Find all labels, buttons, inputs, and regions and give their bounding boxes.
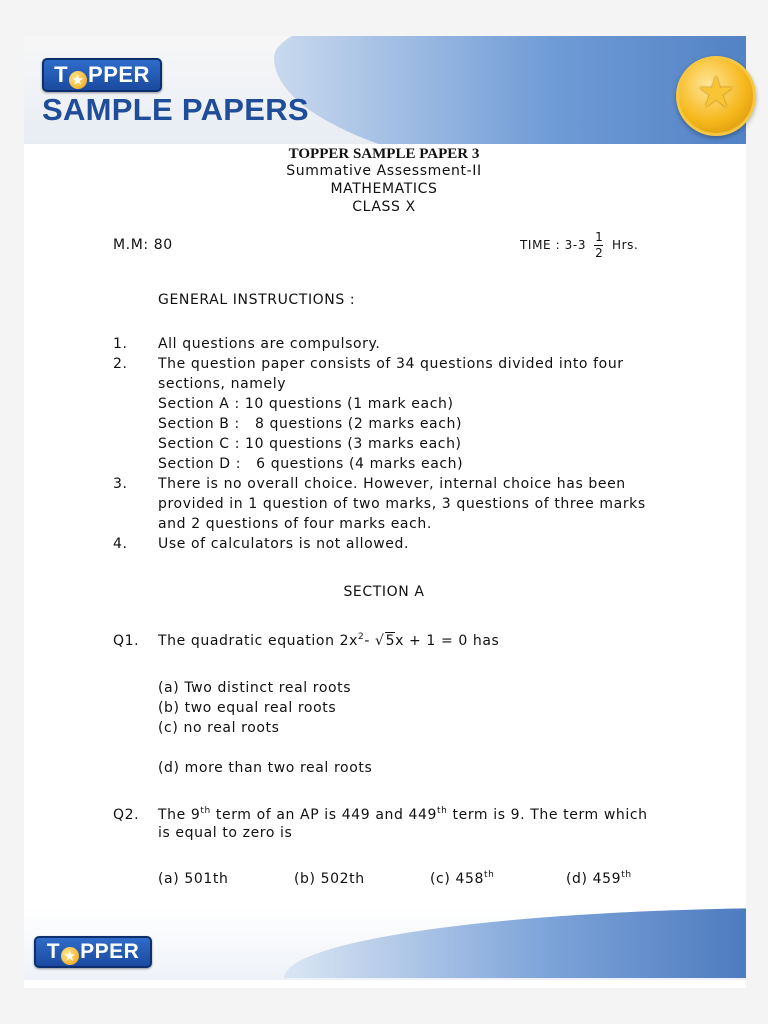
star-icon: ★ (61, 947, 79, 965)
question-number: Q2. (113, 807, 140, 823)
q2-text-a: The 9 (158, 807, 201, 823)
instructions-heading: GENERAL INSTRUCTIONS : (158, 292, 356, 308)
instruction-line: The question paper consists of 34 questions divided into four (158, 356, 624, 372)
q1-option: (b) two equal real roots (158, 700, 337, 716)
instruction-num: 4. (113, 536, 128, 552)
q2-sup-th: th (200, 806, 211, 816)
q2-option-text: (c) 458 (430, 871, 484, 887)
q1-text-pre: The quadratic equation 2x (158, 633, 358, 649)
q2-option (158, 871, 228, 887)
q2-option (294, 871, 365, 887)
q2-option (566, 871, 632, 887)
sample-papers-title: SAMPLE PAPERS (42, 92, 309, 127)
instruction-line: Section A : 10 questions (1 mark each) (158, 396, 454, 412)
paper-title: TOPPER SAMPLE PAPER 3 (288, 146, 480, 162)
paper-class: CLASS X (352, 199, 416, 215)
q2-option-text: (d) 459 (566, 871, 622, 887)
instruction-line: provided in 1 question of two marks, 3 questions of three marks (158, 496, 646, 512)
instruction-line: All questions are compulsory. (158, 336, 381, 352)
q2-option-sup: th (621, 870, 632, 880)
logo-text-post: PPER (88, 62, 150, 87)
q1-option: (d) more than two real roots (158, 760, 373, 776)
paper-subject: MATHEMATICS (330, 181, 438, 197)
instruction-num: 3. (113, 476, 128, 492)
instruction-line: Section C : 10 questions (3 marks each) (158, 436, 462, 452)
q1-option: (c) no real roots (158, 720, 280, 736)
logo-text-pre: T (46, 940, 61, 963)
footer-topper-logo (34, 936, 152, 968)
instruction-line: Use of calculators is not allowed. (158, 536, 410, 552)
instruction-line: and 2 questions of four marks each. (158, 516, 432, 532)
instruction-line: There is no overall choice. However, internal choice has been (158, 476, 626, 492)
instruction-num: 2. (113, 356, 128, 372)
paper-assessment: Summative Assessment-II (286, 163, 482, 179)
topper-logo (42, 58, 162, 92)
q2-line1 (158, 807, 648, 823)
q2-option-text: (b) 502th (294, 871, 365, 887)
q1-text-post: x + 1 = 0 has (395, 633, 500, 649)
time-frac-den: 2 (595, 246, 603, 260)
q2-text-b: term of an AP is 449 and 449 (210, 807, 438, 823)
header-swoosh (274, 36, 746, 144)
q1-option: (a) Two distinct real roots (158, 680, 352, 696)
section-a-heading: SECTION A (343, 584, 425, 600)
sqrt-radicand: 5 (385, 633, 396, 649)
instruction-line: Section B : 8 questions (2 marks each) (158, 416, 463, 432)
logo-text-pre: T (54, 62, 69, 87)
q2-option (430, 871, 494, 887)
logo-text-post: PPER (80, 940, 140, 963)
time-prefix: TIME : 3-3 (520, 238, 587, 252)
q2-sup-th: th (437, 806, 448, 816)
instruction-line: Section D : 6 questions (4 marks each) (158, 456, 464, 472)
gold-medal-icon (676, 56, 756, 136)
star-icon: ★ (69, 71, 87, 89)
instruction-line: sections, namely (158, 376, 287, 392)
instruction-num: 1. (113, 336, 128, 352)
sqrt-symbol: √5 (375, 633, 396, 649)
q1-exponent: 2 (358, 632, 365, 642)
medal-star-icon: ★ (696, 67, 736, 118)
q2-option-sup: th (484, 870, 495, 880)
max-marks: M.M: 80 (113, 237, 173, 253)
q2-line2: is equal to zero is (158, 825, 293, 841)
question-number: Q1. (113, 633, 140, 649)
time-suffix: Hrs. (612, 238, 639, 252)
footer-swoosh (284, 908, 746, 978)
q2-text-c: term is 9. The term which (447, 807, 648, 823)
q1-text (158, 633, 499, 649)
q1-text-mid: - (364, 633, 376, 649)
time-frac-num: 1 (595, 230, 603, 244)
q2-option-text: (a) 501th (158, 871, 229, 887)
